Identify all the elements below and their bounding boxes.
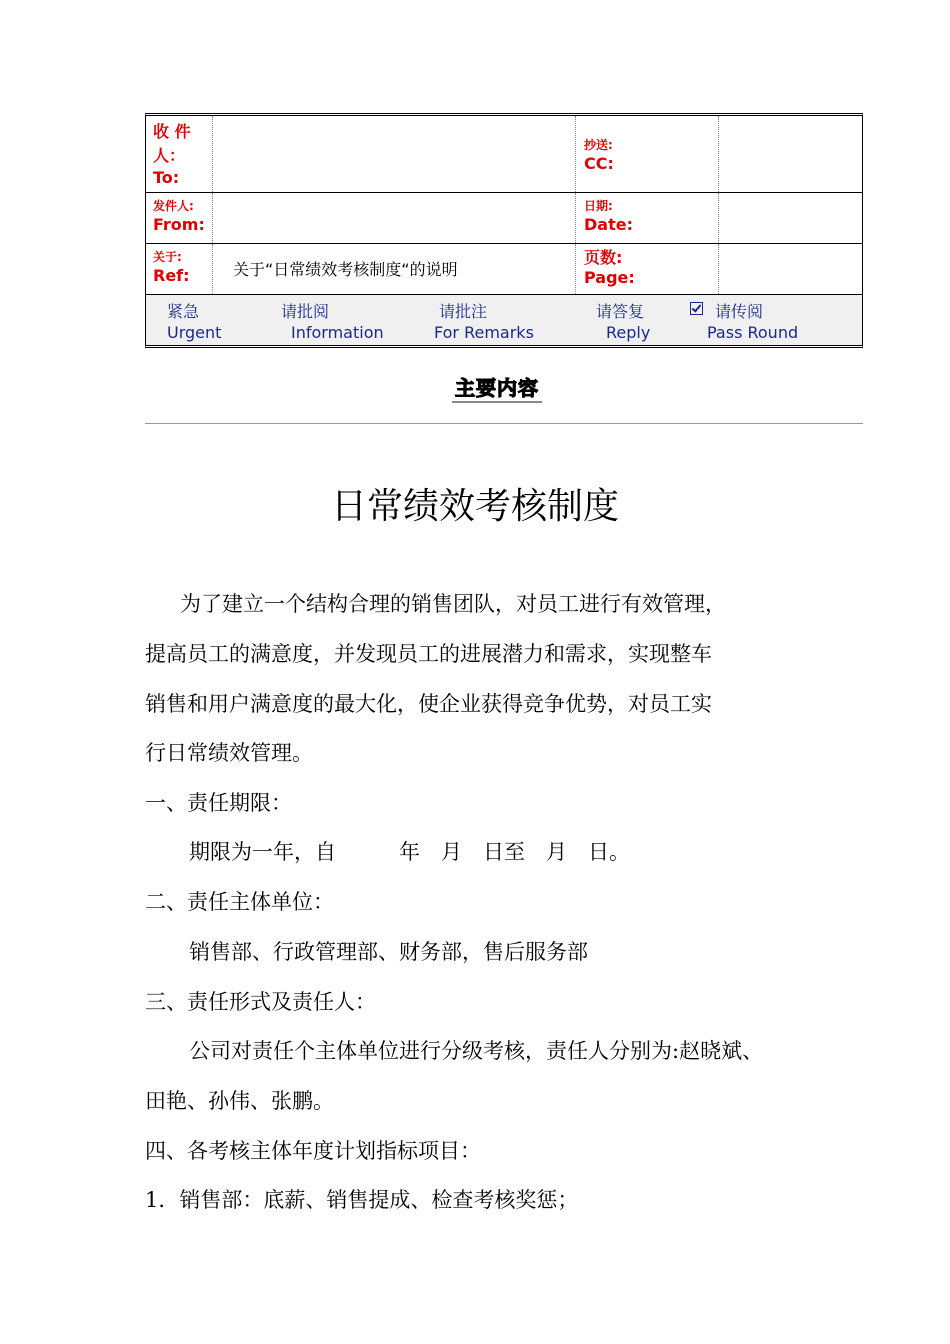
section-1-body: 期限为一年，自 年 月 日至 月 日。 — [189, 840, 630, 864]
option-urgent[interactable] — [146, 295, 271, 345]
cc-label-cn: 抄送: — [584, 138, 613, 152]
memo-row-to — [146, 116, 862, 193]
section-2-body: 销售部、行政管理部、财务部，售后服务部 — [189, 940, 588, 964]
option-for-remarks[interactable] — [419, 295, 574, 345]
date-field[interactable] — [719, 193, 862, 243]
from-label-cn: 发件人: — [153, 199, 194, 213]
section-3-body-line-1: 公司对责任个主体单位进行分级考核，责任人分别为:赵晓斌、 — [189, 1039, 764, 1063]
option-for-remarks-cn: 请批注 — [439, 302, 488, 321]
option-pass-round-cn: 请传阅 — [715, 302, 764, 321]
from-label-en: From: — [153, 215, 205, 234]
option-pass-round[interactable] — [681, 295, 861, 345]
section-2-heading: 二、责任主体单位： — [145, 890, 334, 914]
section-3-heading: 三、责任形式及责任人： — [145, 990, 376, 1014]
to-label-cn: 收 件人： — [153, 122, 191, 165]
checkbox-checked-icon[interactable] — [690, 302, 703, 315]
date-label — [576, 193, 719, 243]
cc-label — [576, 116, 719, 192]
page-label — [576, 244, 719, 294]
section-1-heading: 一、责任期限： — [145, 791, 292, 815]
intro-line-3: 销售和用户满意度的最大化，使企业获得竞争优势，对员工实 — [145, 692, 712, 716]
page-label-en: Page: — [584, 268, 635, 287]
option-for-remarks-en: For Remarks — [434, 323, 534, 342]
from-label — [146, 193, 213, 243]
option-information-cn: 请批阅 — [281, 302, 330, 321]
option-information-en: Information — [291, 323, 384, 342]
cc-field[interactable] — [719, 116, 862, 192]
section-4-item-1: 1．销售部：底薪、销售提成、检查考核奖惩； — [145, 1188, 579, 1212]
date-label-en: Date: — [584, 215, 633, 234]
option-reply-cn: 请答复 — [596, 302, 645, 321]
to-label — [146, 116, 213, 192]
intro-line-2: 提高员工的满意度，并发现员工的进展潜力和需求，实现整车 — [145, 642, 712, 666]
divider-line — [145, 423, 863, 424]
section-3-body-line-2: 田艳、孙伟、张鹏。 — [145, 1089, 334, 1113]
ref-value: 关于“日常绩效考核制度“的说明 — [233, 260, 458, 279]
to-label-en: To: — [153, 168, 180, 187]
memo-row-from — [146, 193, 862, 244]
option-information[interactable] — [271, 295, 419, 345]
option-reply[interactable] — [574, 295, 681, 345]
ref-label-cn: 关于: — [153, 250, 182, 264]
option-reply-en: Reply — [606, 323, 651, 342]
intro-line-4: 行日常绩效管理。 — [145, 741, 313, 765]
memo-row-ref — [146, 244, 862, 295]
cc-label-en: CC: — [584, 154, 614, 173]
section-4-heading: 四、各考核主体年度计划指标项目： — [145, 1139, 481, 1163]
from-field[interactable] — [213, 193, 576, 243]
ref-field[interactable] — [213, 244, 576, 294]
section-subtitle: 主要内容 — [452, 372, 542, 403]
action-options-row — [146, 295, 862, 345]
date-label-cn: 日期: — [584, 199, 613, 213]
option-pass-round-en: Pass Round — [707, 323, 799, 342]
page-field[interactable] — [719, 244, 862, 294]
option-urgent-cn: 紧急 — [167, 302, 200, 321]
memo-header-table — [145, 113, 863, 348]
ref-label — [146, 244, 213, 294]
intro-line-1: 为了建立一个结构合理的销售团队，对员工进行有效管理， — [180, 592, 726, 616]
to-field[interactable] — [213, 116, 576, 192]
page-label-cn: 页数: — [584, 248, 623, 267]
option-urgent-en: Urgent — [167, 323, 222, 342]
document-title: 日常绩效考核制度 — [330, 486, 619, 527]
ref-label-en: Ref: — [153, 266, 190, 285]
